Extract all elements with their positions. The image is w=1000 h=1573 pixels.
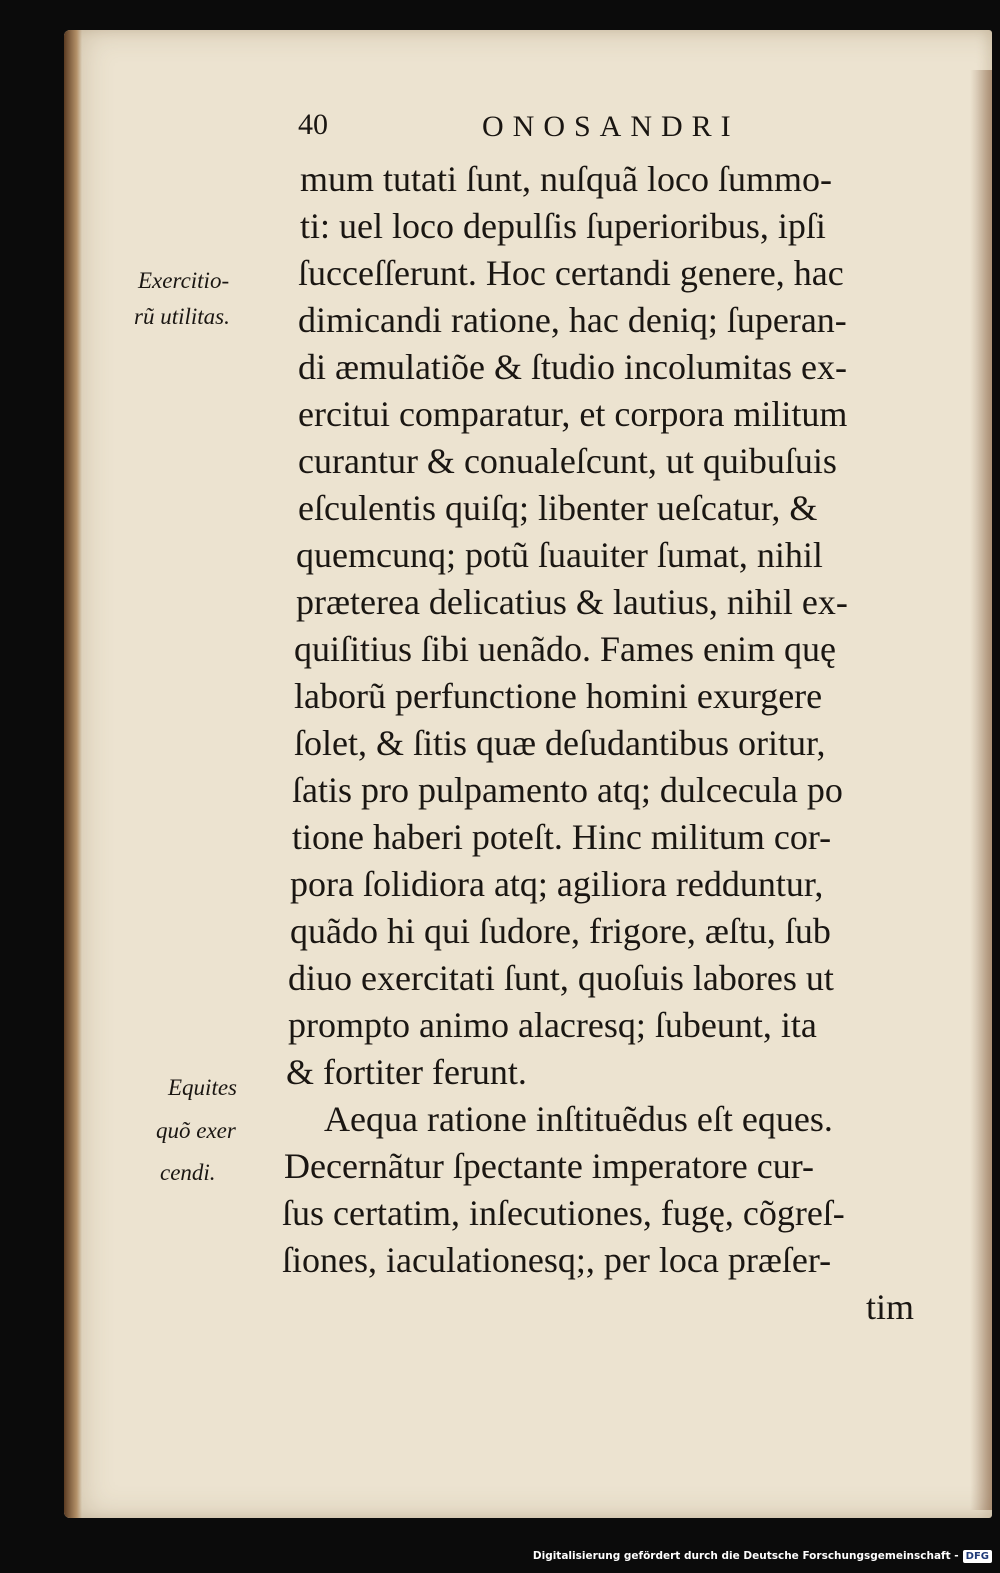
text-line: ſatis pro pulpamento atq; dulcecula po xyxy=(292,770,843,810)
marginal-note-line: quõ exer xyxy=(156,1118,236,1143)
text-line: ſucceſſerunt. Hoc certandi genere, hac xyxy=(298,253,844,293)
catchword: tim xyxy=(866,1287,915,1327)
text-line: quemcunq; potũ ſuauiter ſumat, nihil xyxy=(296,535,823,575)
text-line: ti: uel loco depulſis ſuperioribus, ipſi xyxy=(300,206,826,246)
marginal-note-line: Equites xyxy=(168,1075,237,1100)
digitization-credit xyxy=(533,1545,992,1567)
page-edge xyxy=(970,70,992,1510)
text-line: tione haberi poteſt. Hinc militum cor- xyxy=(292,817,832,857)
text-line: Decernãtur ſpectante imperatore cur- xyxy=(284,1146,814,1186)
text-line: Aequa ratione inſtituẽdus eſt eques. xyxy=(324,1099,833,1139)
text-line: ſiones, iaculationesq;, per loca præſer- xyxy=(282,1240,832,1280)
text-line: mum tutati ſunt, nuſquã loco ſummo- xyxy=(300,159,832,199)
marginal-note-line: Exercitio- xyxy=(138,268,230,293)
text-line: di æmulatiõe & ſtudio incolumitas ex- xyxy=(298,347,847,387)
page-header xyxy=(298,108,858,148)
text-line: prompto animo alacresq; ſubeunt, ita xyxy=(288,1005,817,1045)
credit-text: Digitalisierung gefördert durch die Deutsche Forschungsgemeinschaft - xyxy=(532,1550,959,1562)
text-line: ercitui comparatur, et corpora militum xyxy=(298,394,848,434)
text-line: diuo exercitati ſunt, quoſuis labores ut xyxy=(288,958,834,998)
text-line: quiſitius ſibi uenãdo. Fames enim quę xyxy=(294,629,836,669)
text-line: ſus certatim, inſecutiones, fugę, cõgreſ- xyxy=(282,1193,845,1233)
text-line: curantur & conualeſcunt, ut quibuſuis xyxy=(298,441,837,481)
text-line: laborũ perfunctione homini exurgere xyxy=(294,676,823,716)
page-number: 40 xyxy=(298,108,328,141)
text-line: quãdo hi qui ſudore, frigore, æſtu, ſub xyxy=(290,911,831,951)
marginal-note-line: rũ utilitas. xyxy=(134,304,230,329)
text-line: ſolet, & ſitis quæ deſudantibus oritur, xyxy=(294,723,826,763)
text-line: pora ſolidiora atq; agiliora redduntur, xyxy=(290,864,824,904)
book-spine xyxy=(64,30,82,1518)
text-line: præterea delicatius & lautius, nihil ex- xyxy=(296,582,848,622)
running-head: ONOSANDRI xyxy=(482,110,740,143)
marginal-note-line: cendi. xyxy=(160,1160,216,1185)
dfg-logo: DFG xyxy=(963,1550,992,1563)
text-line: dimicandi ratione, hac deniq; ſuperan- xyxy=(298,300,847,340)
text-line: eſculentis quiſq; libenter ueſcatur, & xyxy=(298,488,818,528)
text-line: & fortiter ferunt. xyxy=(286,1052,527,1092)
